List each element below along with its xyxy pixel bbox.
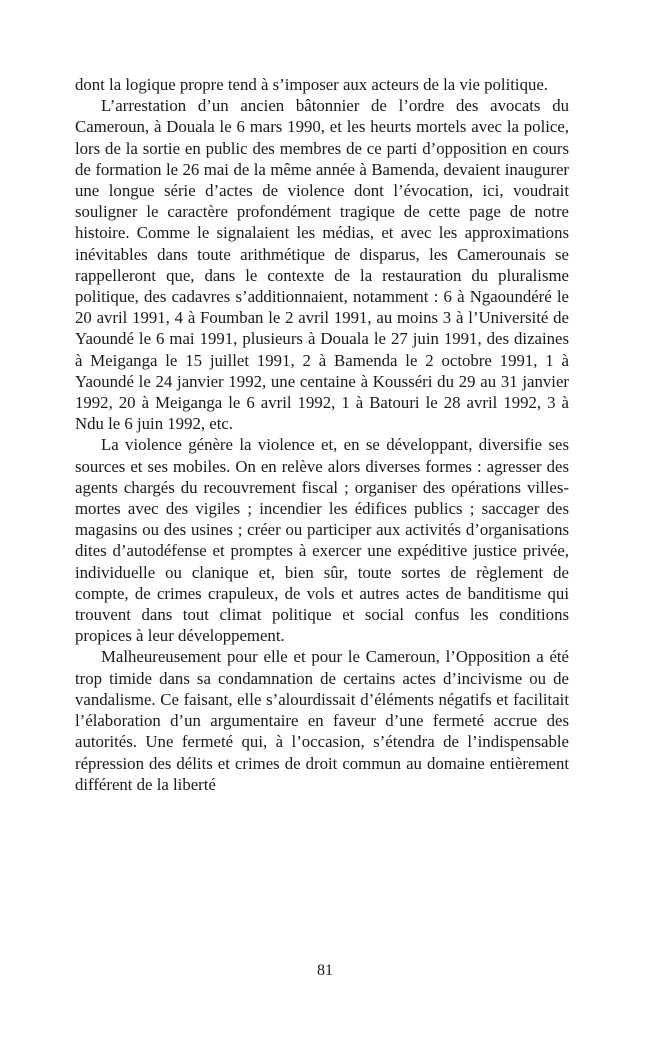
page-number: 81 [317, 962, 333, 979]
page-body [75, 74, 569, 795]
paragraph-1: dont la logique propre tend à s’imposer aux acteurs de la vie politique. [75, 75, 548, 94]
paragraph-3: La violence génère la violence et, en se développant, diversifie ses sources et ses mobiles. On en relève alors diverses formes : agresser des agents chargés du recouvrement fiscal ; organiser des opérations villes-mortes avec des vigiles ; incendier les édifices publics ; saccager des magasins ou des usines ; créer ou participer aux activités d’organisations dites d’autodéfense et promptes à exercer une expéditive justice privée, individuelle ou clanique et, bien sûr, toute sortes de règlement de compte, de crimes crapuleux, de vols et autres actes de banditisme qui trouvent dans tout climat politique et social confus les conditions propices à leur développement. [75, 435, 569, 646]
paragraph-4: Malheureusement pour elle et pour le Cameroun, l’Opposition a été trop timide dans sa condamnation de certains actes d’incivisme ou de vandalisme. Ce faisant, elle s’alourdissait d’éléments négatifs et facilitait l’élaboration d’un argumentaire en faveur d’une fermeté accrue des autorités. Une fermeté qui, à l’occasion, s’étendra de l’indispensable répression des délits et crimes de droit commun au domaine entièrement différent de la liberté [75, 647, 569, 794]
paragraph-2: L’arrestation d’un ancien bâtonnier de l’ordre des avocats du Cameroun, à Douala le 6 mars 1990, et les heurts mortels avec la police, lors de la sortie en public des membres de ce parti d’opposition en cours de formation le 26 mai de la même année à Bamenda, devaient inaugurer une longue série d’actes de violence dont l’évocation, ici, voudrait souligner le caractère profondément tragique de cette page de notre histoire. Comme le signalaient les médias, et avec les approximations inévitables dans toute arithmétique de disparus, les Camerounais se rappelleront que, dans le contexte de la restauration du pluralisme politique, des cadavres s’additionnaient, notamment : 6 à Ngaoundéré le 20 avril 1991, 4 à Foumban le 2 avril 1991, au moins 3 à l’Université de Yaoundé le 6 mai 1991, plusieurs à Douala le 27 juin 1991, des dizaines à Meiganga le 15 juillet 1991, 2 à Bamenda le 2 octobre 1991, 1 à Yaoundé le 24 janvier 1992, une centaine à Kousséri du 29 au 31 janvier 1992, 20 à Meiganga le 6 avril 1992, 1 à Batouri le 28 avril 1992, 3 à Ndu le 6 juin 1992, etc. [75, 96, 569, 434]
